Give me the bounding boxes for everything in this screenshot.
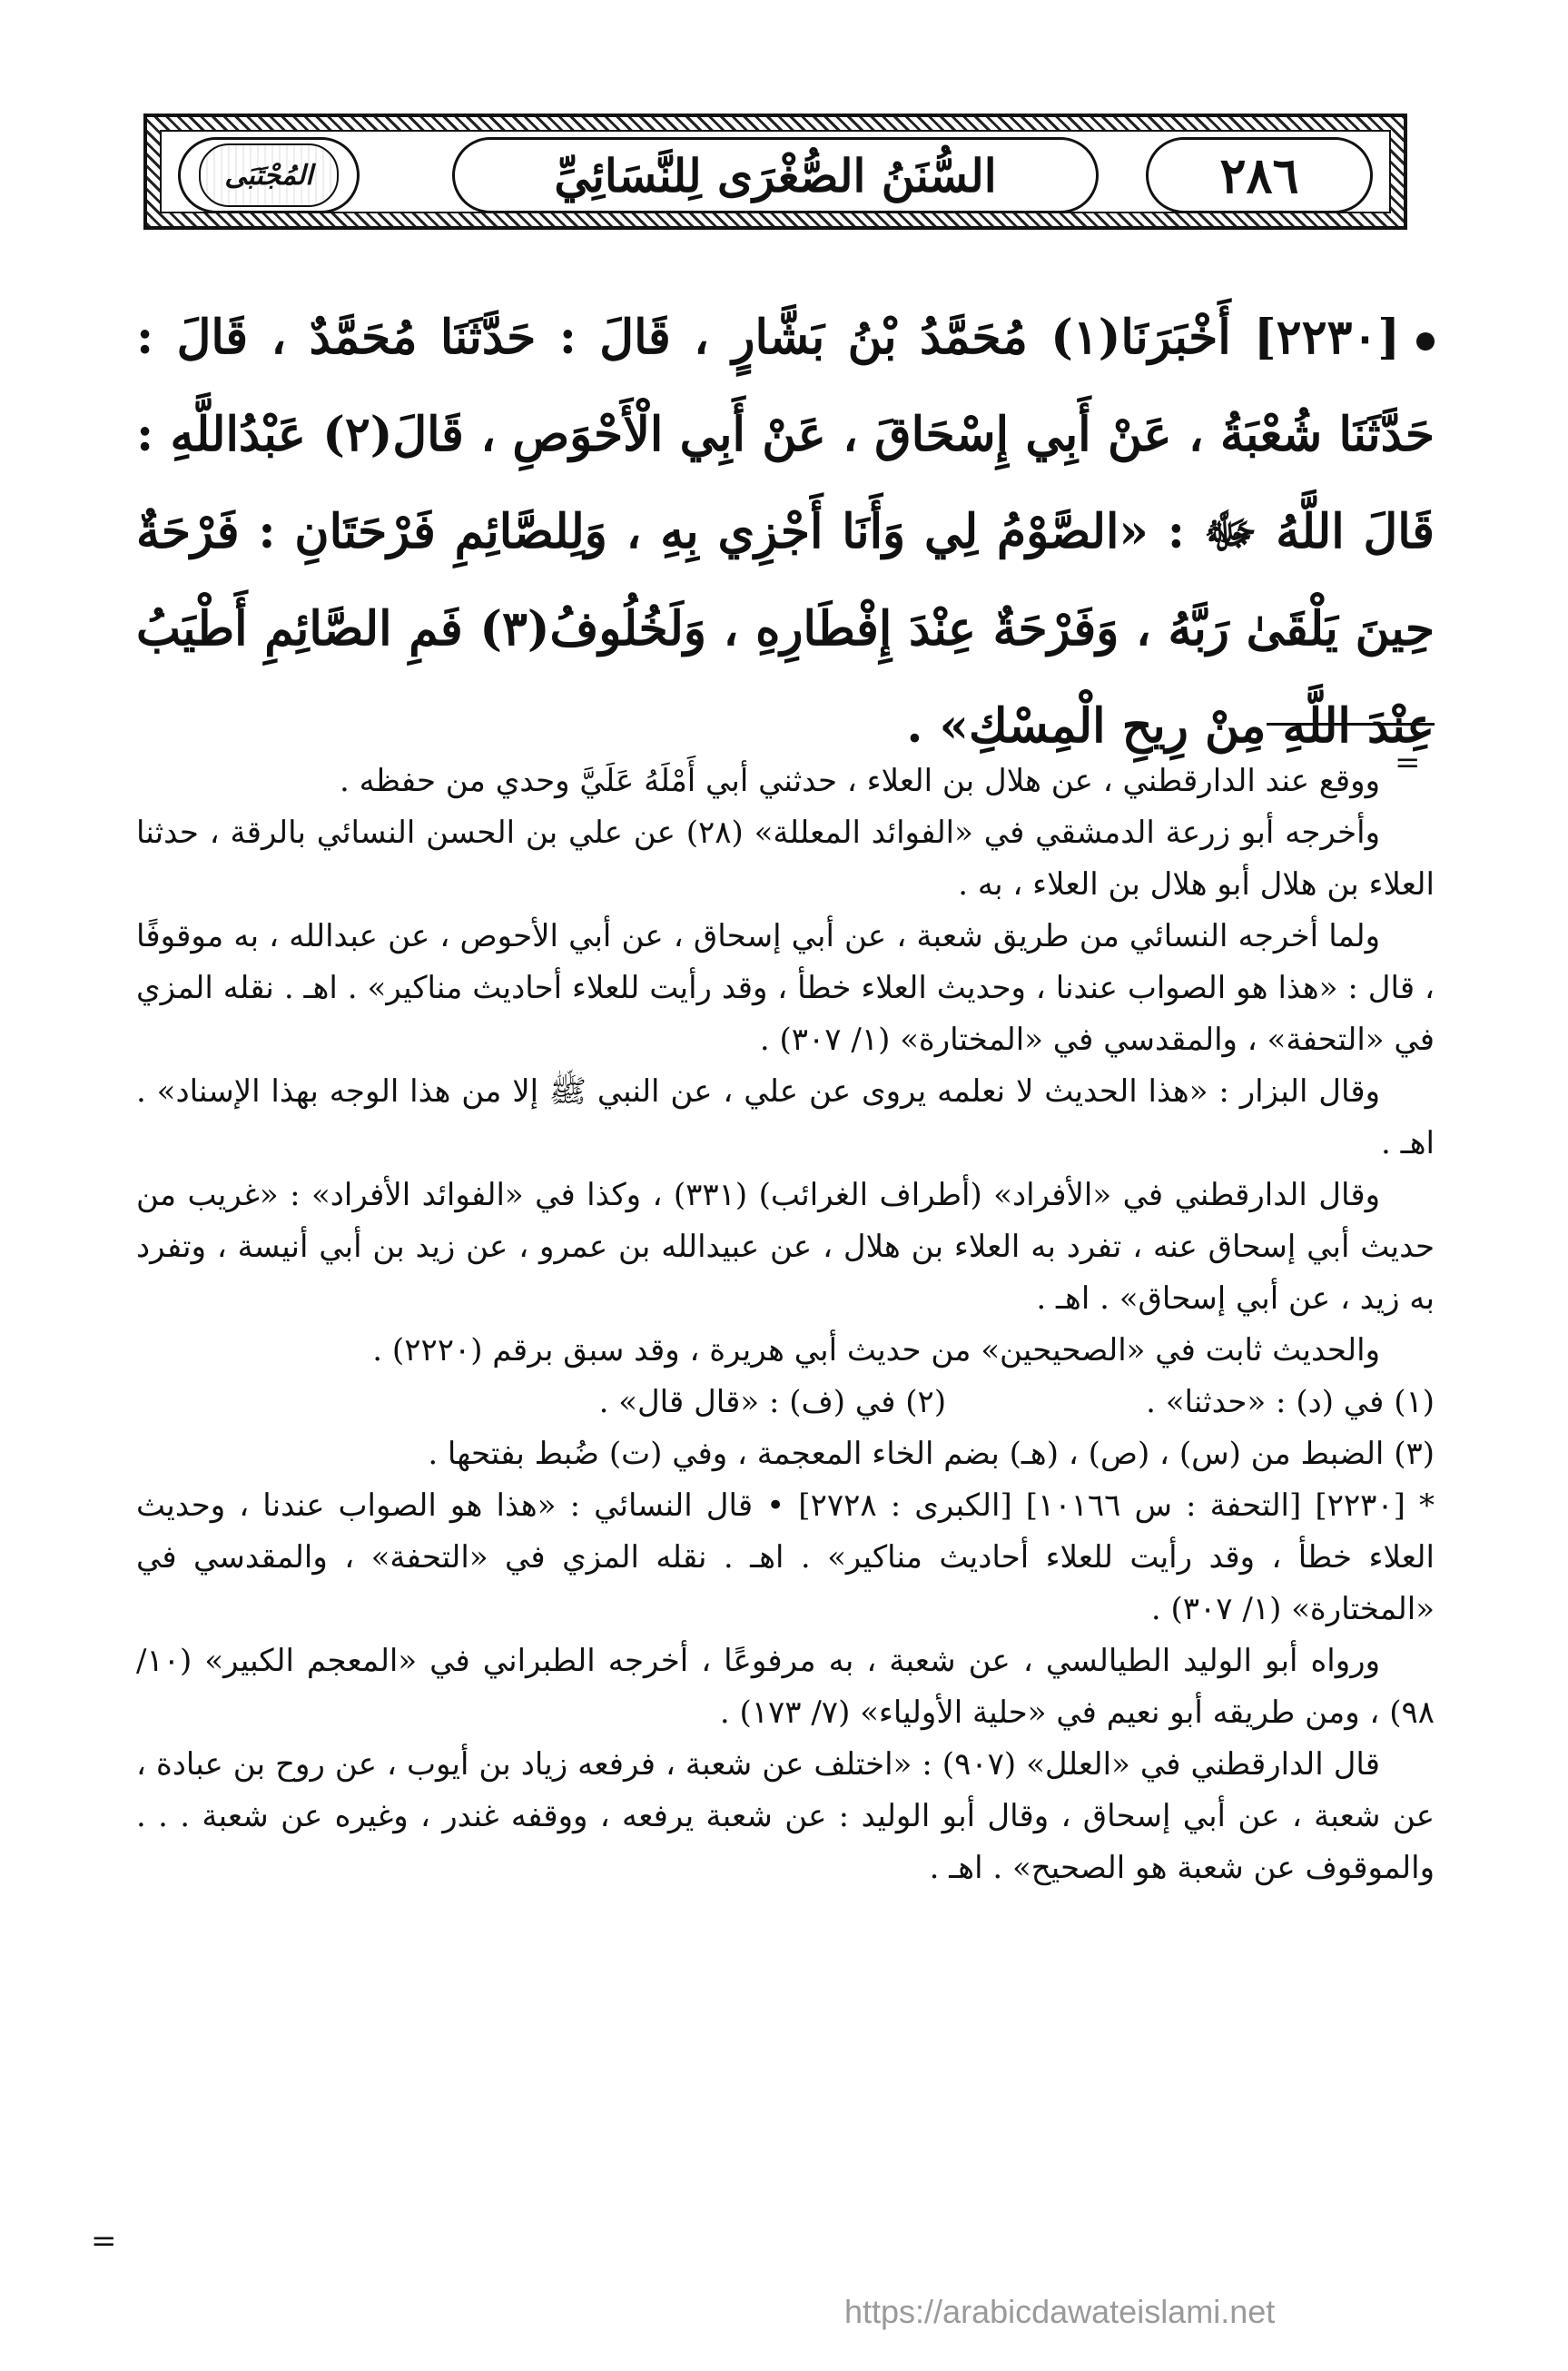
commentary-paragraph: قال الدارقطني في «العلل» (٩٠٧) : «اختلف عن شعبة ، فرفعه زياد بن أيوب ، عن روح بن عبادة ، عن شعبة ، عن أبي إسحاق ، وقال أبو الوليد : عن شعبة يرفعه ، ووقفه غندر ، وغيره عن شعبة . . . والموقوف عن شعبة هو الصحيح» . اهـ . xyxy=(136,1746,1435,1886)
footnote-paragraph: وقال الدارقطني في «الأفراد» (أطراف الغرائب) (٣٣١) ، وكذا في «الفوائد الأفراد» : «غريب من حديث أبي إسحاق عنه ، تفرد به العلاء بن هلال ، عن عبيدالله بن عمرو ، عن زيد بن أبي أنيسة ، وتفرد به زيد ، عن أبي إسحاق» . اهـ . xyxy=(136,1177,1435,1317)
book-title: السُّنَنُ الصُّغْرَى لِلنَّسَائِيِّ xyxy=(554,148,997,203)
page-header xyxy=(143,114,1407,230)
continuation-mark-top: = xyxy=(1395,745,1421,781)
footnote-paragraph: ولما أخرجه النسائي من طريق شعبة ، عن أبي إسحاق ، عن أبي الأحوص ، عن عبدالله ، به موقوفًا ، قال : «هذا هو الصواب عندنا ، وحديث العلاء خطأ ، وقد رأيت للعلاء أحاديث مناكير» . اهـ . نقله المزي في «التحفة» ، والمقدسي في «المختارة» (١/ ٣٠٧) . xyxy=(136,918,1435,1058)
main-hadith xyxy=(136,289,1435,775)
commentary-paragraph: ورواه أبو الوليد الطيالسي ، عن شعبة ، به مرفوعًا ، أخرجه الطبراني في «المعجم الكبير» (١٠/ ٩٨) ، ومن طريقه أبو نعيم في «حلية الأولياء» (٧/ ١٧٣) . xyxy=(136,1643,1435,1731)
variant-notes-row xyxy=(136,1377,1435,1428)
title-cartouche xyxy=(452,137,1099,213)
continuation-mark-bottom: = xyxy=(91,2223,117,2259)
footnote-paragraph: وقال البزار : «هذا الحديث لا نعلمه يروى عن علي ، عن النبي ﷺ إلا من هذا الوجه بهذا الإسناد» . اهـ . xyxy=(136,1073,1435,1161)
page-number: ٢٨٦ xyxy=(1219,146,1299,204)
page-number-cartouche xyxy=(1146,137,1373,213)
header-frame xyxy=(160,130,1391,213)
variant-note-2: (٢) في (ف) : «قال قال» . xyxy=(598,1384,947,1420)
logo-text: المُجْتَبَى xyxy=(224,159,313,192)
variant-note-3: (٣) الضبط من (س) ، (ص) ، (هـ) بضم الخاء المعجمة ، وفي (ت) ضُبط بفتحها . xyxy=(428,1436,1435,1472)
book-logo xyxy=(199,143,339,207)
footnote-paragraph: وأخرجه أبو زرعة الدمشقي في «الفوائد المعللة» (٢٨) عن علي بن الحسن النسائي بالرقة ، حدثنا العلاء بن هلال أبو هلال بن العلاء ، به . xyxy=(136,815,1435,903)
watermark-url: https://arabicdawateislami.net xyxy=(844,2293,1276,2330)
variant-note-1: (١) في (د) : «حدثنا» . xyxy=(1146,1384,1435,1420)
commentary-paragraph: * [٢٢٣٠] [التحفة : س ١٠١٦٦] [الكبرى : ٢٧٢٨] • قال النسائي : «هذا هو الصواب عندنا ، وحديث العلاء خطأ ، وقد رأيت للعلاء أحاديث مناكير» . اهـ . نقله المزي في «التحفة» ، والمقدسي في «المختارة» (١/ ٣٠٧) . xyxy=(136,1487,1435,1627)
footnote-separator xyxy=(1267,723,1435,726)
footnote-paragraph: والحديث ثابت في «الصحيحين» من حديث أبي هريرة ، وقد سبق برقم (٢٢٢٠) . xyxy=(372,1332,1380,1368)
bullet-icon xyxy=(1416,332,1435,351)
logo-cartouche xyxy=(178,137,360,213)
hadith-text: [٢٢٣٠] أَخْبَرَنَا(١) مُحَمَّدُ بْنُ بَشَّارٍ ، قَالَ : حَدَّثَنَا مُحَمَّدٌ ، قَالَ : حَدَّثَنَا شُعْبَةُ ، عَنْ أَبِي إِسْحَاقَ ، عَنْ أَبِي الْأَحْوَصِ ، قَالَ(٢) عَبْدُاللَّهِ : قَالَ اللَّهُ ﷻ : «الصَّوْمُ لِي وَأَنَا أَجْزِي بِهِ ، وَلِلصَّائِمِ فَرْحَتَانِ : فَرْحَةٌ حِينَ يَلْقَىٰ رَبَّهُ ، وَفَرْحَةٌ عِنْدَ إِفْطَارِهِ ، وَلَخُلُوفُ(٣) فَمِ الصَّائِمِ أَطْيَبُ عِنْدَ اللَّهِ مِنْ رِيحِ الْمِسْكِ» . xyxy=(136,310,1435,754)
footnotes-top xyxy=(136,756,1435,1894)
footnote-paragraph: ووقع عند الدارقطني ، عن هلال بن العلاء ، حدثني أبي أَمْلَهُ عَلَيَّ وحدي من حفظه . xyxy=(340,763,1380,799)
